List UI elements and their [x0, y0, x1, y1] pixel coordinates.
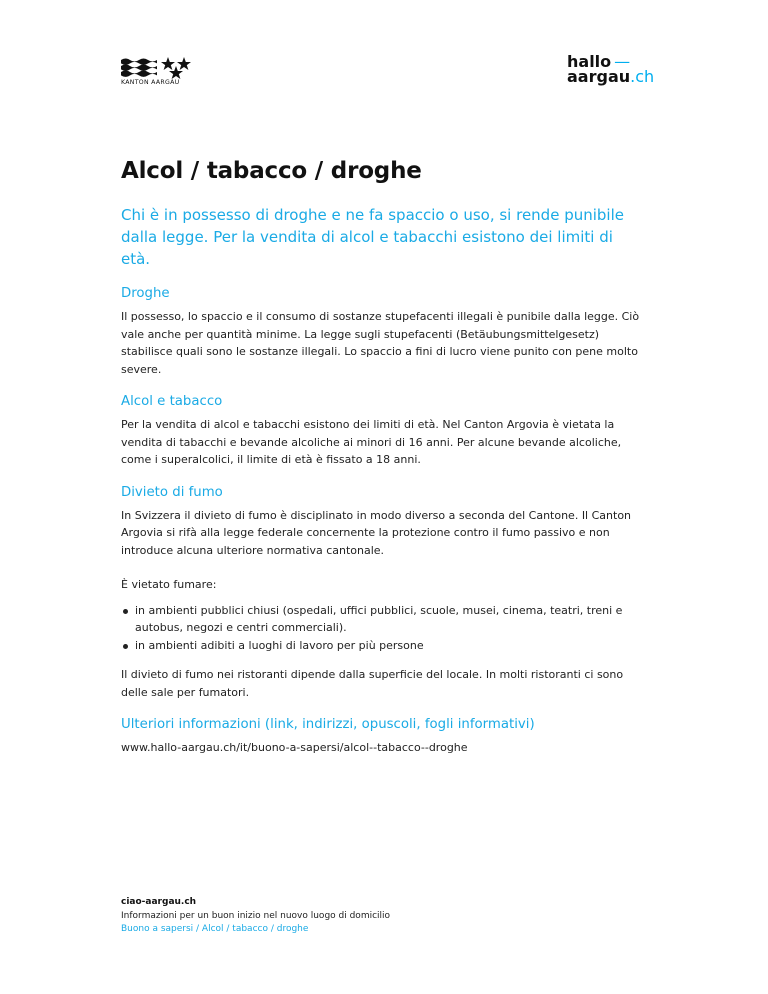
document-content [121, 158, 646, 757]
hallo-logo-line2: aargau [567, 67, 631, 86]
footer-site: ciao-aargau.ch [121, 897, 197, 907]
section-heading: Divieto di fumo [121, 484, 223, 500]
kanton-logo-text: KANTON AARGAU [121, 79, 180, 86]
lead-paragraph: Chi è in possesso di droghe e ne fa spaccio o uso, si rende punibile dalla legge. Per la vendita di alcol e tabacchi esistono dei limiti di età. [121, 206, 624, 268]
page-title: Alcol / tabacco / droghe [121, 158, 422, 184]
info-link[interactable]: www.hallo-aargau.ch/it/buono-a-sapersi/alcol--tabacco--droghe [121, 741, 468, 754]
list-item: in ambienti pubblici chiusi (ospedali, uffici pubblici, scuole, musei, cinema, teatri, treni e autobus, negozi e centri commerciali). [135, 602, 646, 637]
hallo-logo-dash: — [614, 52, 631, 71]
page-footer [121, 896, 390, 937]
breadcrumb: Buono a sapersi / Alcol / tabacco / droghe [121, 924, 309, 934]
section-text: In Svizzera il divieto di fumo è disciplinato in modo diverso a seconda del Cantone. Il Canton Argovia si rifà alla legge federale concernente la protezione contro il fumo passivo e non introduce alcuna ulteriore normativa cantonale. [121, 508, 632, 557]
section-heading: Ulteriori informazioni (link, indirizzi, opuscoli, fogli informativi) [121, 717, 535, 732]
kanton-aargau-logo [121, 57, 201, 89]
bullet-list [121, 602, 646, 655]
section-text: Per la vendita di alcol e tabacchi esistono dei limiti di età. Nel Canton Argovia è vietata la vendita di tabacchi e bevande alcoliche ai minori di 16 anni. Per alcune bevande alcoliche, come i superalcolici, il limite di età è fissato a 18 anni. [121, 418, 622, 466]
section-heading: Droghe [121, 286, 170, 301]
hallo-logo-suffix: .ch [630, 67, 655, 86]
section-text-note: Il divieto di fumo nei ristoranti dipende dalla superficie del locale. In molti ristoranti ci sono delle sale per fumatori. [121, 668, 624, 699]
footer-description: Informazioni per un buon inizio nel nuovo luogo di domicilio [121, 910, 391, 921]
hallo-logo-line1: hallo [567, 52, 612, 71]
section-divieto-fumo [121, 485, 646, 702]
kanton-waves-stars-icon [121, 57, 201, 79]
section-text: Il possesso, lo spaccio e il consumo di sostanze stupefacenti illegali è punibile dalla legge. Ciò vale anche per quantità minime. La legge sugli stupefacenti (Betäubungsmittelgesetz) stabilisce quali sono le sostanze illegali. Lo spaccio a fini di lucro viene punito con pene molto severe. [121, 310, 640, 376]
section-ulteriori-informazioni [121, 717, 646, 757]
section-heading: Alcol e tabacco [121, 394, 223, 409]
section-droghe [121, 286, 646, 378]
hallo-aargau-logo [567, 54, 654, 84]
section-alcol-tabacco [121, 394, 646, 469]
list-item: in ambienti adibiti a luoghi di lavoro per più persone [135, 637, 646, 655]
section-text-intro: È vietato fumare: [121, 578, 217, 591]
